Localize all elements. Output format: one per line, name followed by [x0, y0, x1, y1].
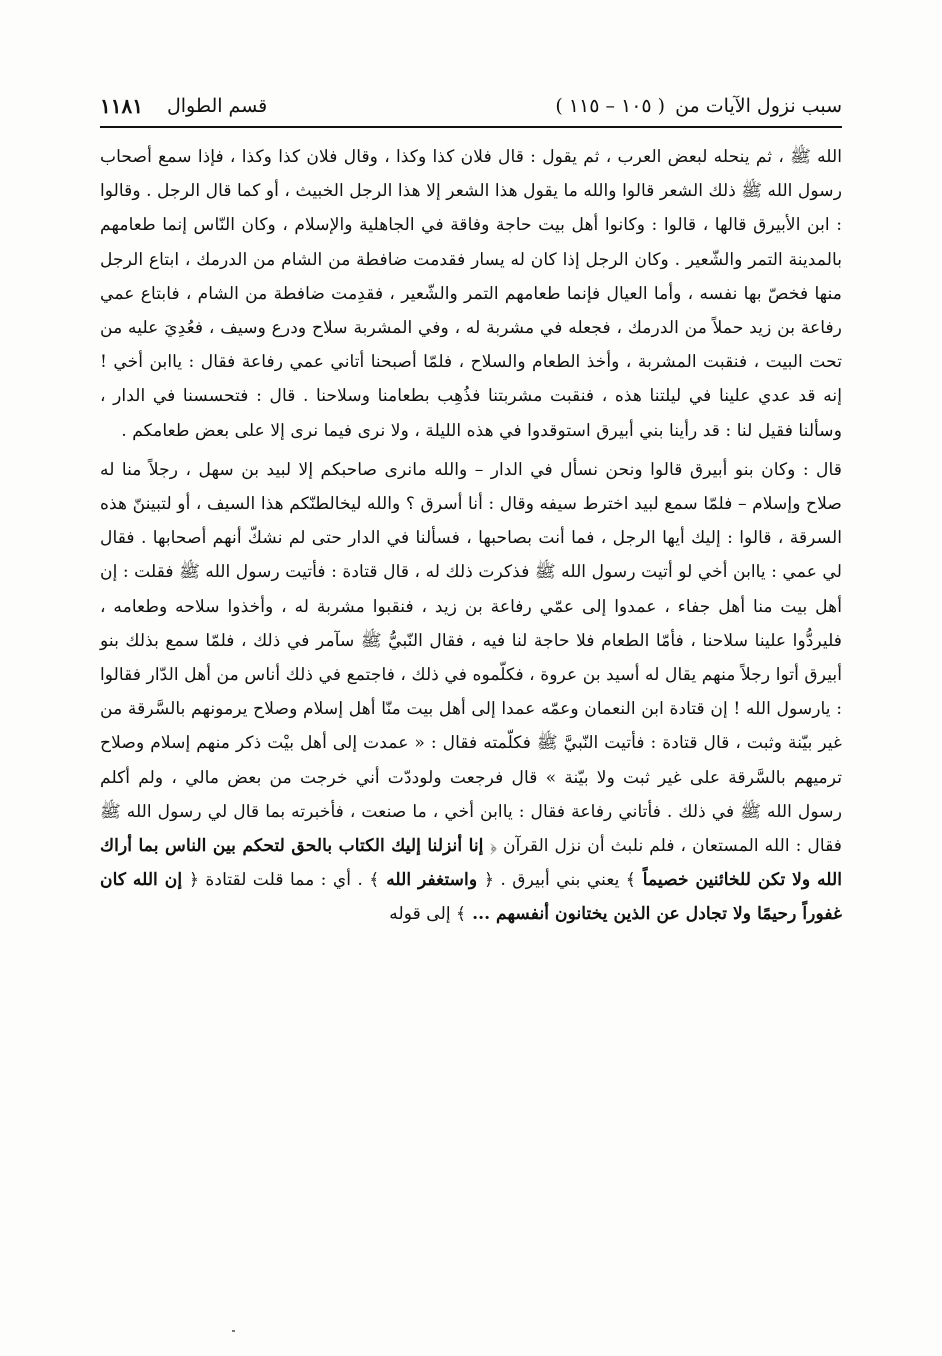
verse-range: ( ١٠٥ – ١١٥ ) — [555, 95, 666, 117]
scan-speck — [232, 1330, 235, 1332]
paragraph-2 — [100, 453, 842, 932]
header-rule — [100, 126, 842, 128]
header-right — [555, 95, 842, 117]
header-left — [100, 94, 267, 118]
section-title: قسم الطوال — [166, 95, 268, 117]
paragraph-1 — [100, 140, 842, 448]
quran-verse-bold: إنا أنزلنا إليك الكتاب بالحق لتحكم بين الناس بما أراك الله ولا تكن للخائنين خصيماً — [100, 836, 842, 891]
paragraph-1-run-1: الله ﷺ ، ثم ينحله لبعض العرب ، ثم يقول : قال فلان كذا وكذا ، وقال فلان كذا وكذا ، فإذا سمع أصحاب رسول الله ﷺ ذلك الشعر قالوا والله ما يقول هذا الشعر إلا هذا الرجل الخبيث ، أو كما قال الرجل . وقالوا : ابن الأبيرق قالها ، قالوا : وكانوا أهل بيت حاجة وفاقة في الجاهلية والإسلام ، وكان النّاس إنما طعامهم بالمدينة التمر والشّعير . وكان الرجل إذا كان له يسار فقدمت ضافطة من الشام من الدرمك ، ابتاع الرجل منها فخصّ بها نفسه ، وأما العيال فإنما طعامهم التمر والشّعير ، فقدِمت ضافطة من الشام ، فابتاع عمي رفاعة بن زيد حملاً من الدرمك ، فجعله في مشربة له ، وفي المشربة سلاح ودرع وسيف ، فعُدِيَ عليه من تحت البيت ، فنقبت المشربة ، وأخذ الطعام والسلاح ، فلمّا أصبحنا أتاني عمي رفاعة فقال : ياابن أخي ! إنه قد عدي علينا في ليلتنا هذه ، فنقبت مشربتنا فذُهِب بطعامنا وسلاحنا . قال : فتحسسنا في الدار ، وسألنا فقيل لنا : قد رأينا بني أبيرق استوقدوا في هذه الليلة ، ولا نرى فيما نرى إلا على بعض طعامكم . — [100, 147, 842, 441]
running-title: سبب نزول الآيات من — [675, 95, 842, 117]
page-number: ١١٨١ — [100, 94, 143, 118]
quran-verse-bold: واستغفر الله — [379, 870, 484, 891]
paragraph-2-run-3: ﴾ يعني بني أبيرق . ﴿ — [484, 870, 636, 891]
paragraph-2-run-5: ﴾ . أي : مما قلت لقتادة ﴿ — [189, 870, 380, 891]
body-text — [100, 140, 842, 932]
paragraph-2-run-7: ﴾ إلى قوله — [389, 904, 467, 925]
page-header — [100, 88, 842, 124]
quran-verse-bold: إن الله كان غفوراً رحيمًا ولا تجادل عن الذين يختانون أنفسهم ... — [100, 870, 842, 925]
paragraph-2-run-1: قال : وكان بنو أبيرق قالوا ونحن نسأل في الدار – والله مانرى صاحبكم إلا لبيد بن سهل ، رجلاً منا له صلاح وإسلام – فلمّا سمع لبيد اخترط سيفه وقال : أنا أسرق ؟ والله ليخالطنّكم هذا السيف ، أو لتبيننّ هذه السرقة ، قالوا : إليك أيها الرجل ، فما أنت بصاحبها ، فسألنا في الدار حتى لم نشكّ أنهم أصحابها . فقال لي عمي : ياابن أخي لو أتيت رسول الله ﷺ فذكرت ذلك له ، قال قتادة : فأتيت رسول الله ﷺ فقلت : إن أهل بيت منا أهل جفاء ، عمدوا إلى عمّي رفاعة بن زيد ، فنقبوا مشربة له ، وأخذوا سلاحه وطعامه ، فليردُّوا علينا سلاحنا ، فأمّا الطعام فلا حاجة لنا فيه ، فقال النّبيُّ ﷺ سآمر في ذلك ، فلمّا سمع بذلك بنو أبيرق أتوا رجلاً منهم يقال له أسيد بن عروة ، فكلّموه في ذلك ، فاجتمع في ذلك أناس من أهل الدّار فقالوا : يارسول الله ! إن قتادة ابن النعمان وعمّه عمدا إلى أهل بيت منّا أهل إسلام وصلاح يرمونهم بالسَّرقة من غير بيّنة وثبت ، قال قتادة : فأتيت النّبيَّ ﷺ فكلّمته فقال : « عمدت إلى أهل بيْت ذكر منهم إسلام وصلاح ترميهم بالسَّرقة على غير ثبت ولا بيّنة » قال فرجعت ولوددّت أني خرجت من بعض مالي ، ولم أكلم رسول الله ﷺ في ذلك . فأتاني رفاعة فقال : ياابن أخي ، ما صنعت ، فأخبرته بما قال لي رسول الله ﷺ فقال : الله المستعان ، فلم نلبث أن نزل القرآن ﴿ — [100, 459, 842, 857]
